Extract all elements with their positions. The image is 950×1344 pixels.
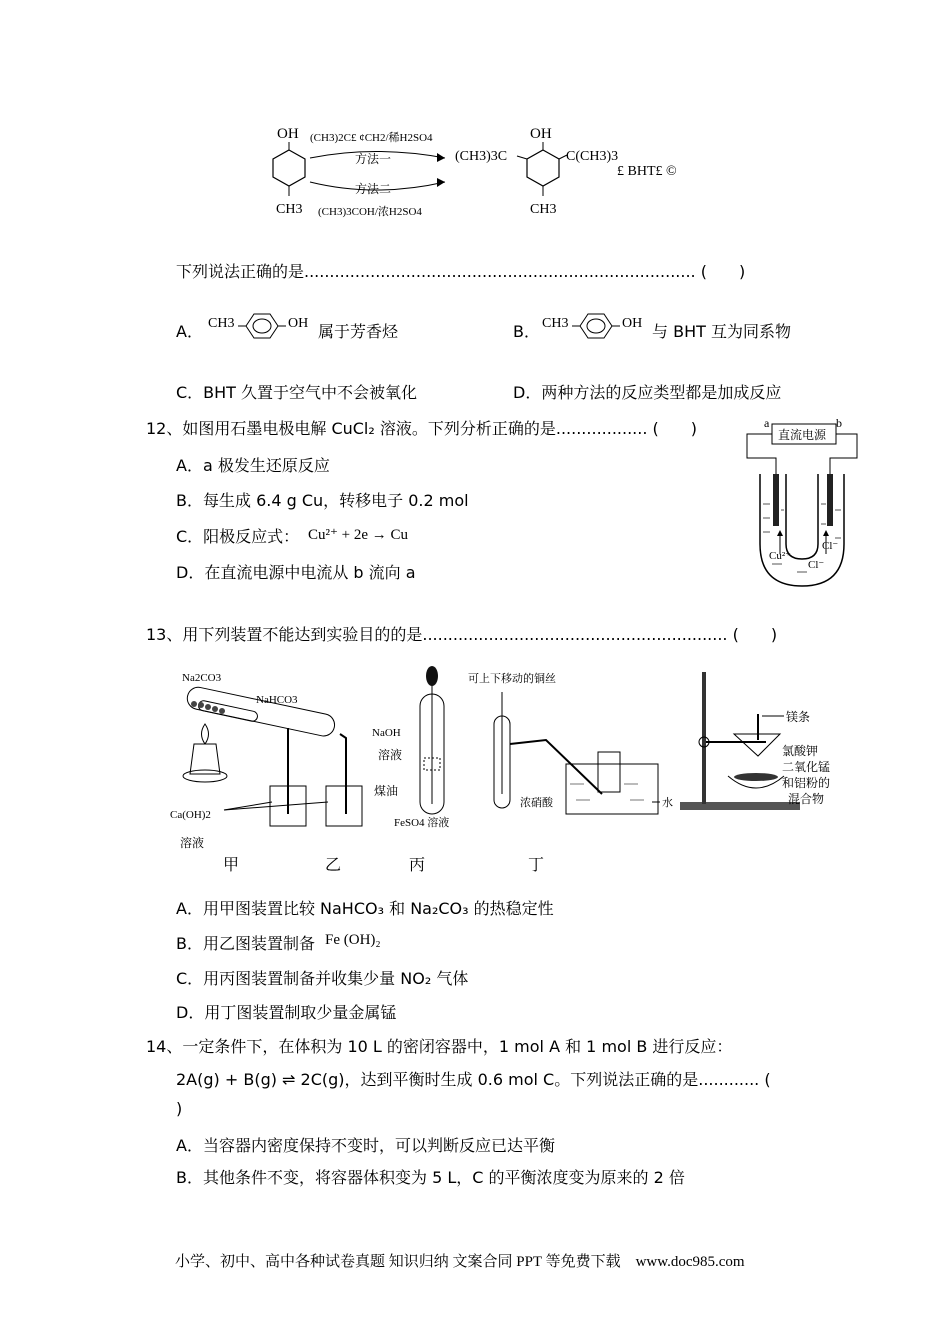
q14-stem-line1: 14、一定条件下，在体积为 10 L 的密闭容器中，1 mol A 和 1 mol B 进行反应： xyxy=(146,1037,733,1056)
q13-stem: 13、用下列装置不能达到实验目的的是............................................................ ( ) xyxy=(146,625,778,644)
figure-label-jia: 甲 xyxy=(223,855,240,874)
apparatus-no2-svg xyxy=(466,664,676,824)
flame xyxy=(202,724,209,744)
q14-stem-line3: ) xyxy=(176,1099,183,1118)
q12-option-c-label: C．阳极反应式： xyxy=(176,527,300,546)
label-mg: 镁条 xyxy=(786,710,811,724)
benzene-ring-product xyxy=(527,150,559,186)
label-naoh-solution: 溶液 xyxy=(378,748,403,762)
ion-cu: Cu²⁺ xyxy=(769,550,791,562)
electrolysis-figure xyxy=(742,414,862,592)
anion-arrow-head xyxy=(823,530,829,536)
q12-stem: 12、如图用石墨电极电解 CuCl₂ 溶液。下列分析正确的是.................. ( ) xyxy=(146,419,697,438)
electrode-left xyxy=(773,474,779,526)
q11-struct-a xyxy=(208,310,318,342)
collection-bottle xyxy=(598,752,620,792)
figure-ding-no2 xyxy=(466,664,676,824)
power-supply-label: 直流电源 xyxy=(778,428,827,442)
terminal-a: a xyxy=(764,416,770,430)
q12-option-c-equation: Cu²⁺ + 2e → Cu xyxy=(308,527,409,543)
figure-label-yi: 乙 xyxy=(325,855,342,874)
method-two: 方法二 xyxy=(355,182,392,196)
product-left-group: (CH3)3C xyxy=(455,149,508,164)
arrow-top-head xyxy=(437,153,445,162)
method-one: 方法一 xyxy=(355,152,392,166)
struct-a-oh: OH xyxy=(288,316,309,331)
electrode-right xyxy=(827,474,833,526)
ch3-left: CH3 xyxy=(276,202,303,217)
q14-option-a: A．当容器内密度保持不变时，可以判断反应已达平衡 xyxy=(176,1136,555,1155)
beaker-right xyxy=(326,786,362,826)
q11-stem: 下列说法正确的是............................................................................. ( ) xyxy=(176,262,746,281)
leader-caoh2-1 xyxy=(224,802,272,810)
u-tube-inner xyxy=(786,474,818,559)
product-ch3: CH3 xyxy=(530,202,557,217)
wire-a xyxy=(747,434,776,524)
struct-a-ch3: CH3 xyxy=(208,316,235,331)
cation-arrow-head xyxy=(777,530,783,536)
label-feso4: FeSO4 溶液 xyxy=(394,817,450,829)
q13-option-b-formula: Fe (OH)₂ xyxy=(325,932,381,948)
struct-b-oh: OH xyxy=(622,316,643,331)
terminal-b: b xyxy=(836,416,842,430)
label-copper-wire: 可上下移动的铜丝 xyxy=(468,672,556,685)
bond-tbu-left xyxy=(517,156,527,159)
q13-option-b-label: B．用乙图装置制备 xyxy=(176,934,315,953)
label-solution: 溶液 xyxy=(180,836,205,850)
label-kerosene: 煤油 xyxy=(374,784,399,798)
q11-option-a-text: 属于芳香烃 xyxy=(318,322,399,341)
reagent-top: (CH3)2C£ ¢CH2/稀H2SO4 xyxy=(310,132,433,144)
benzene-ring-left xyxy=(273,150,305,186)
dropper-bulb xyxy=(426,666,438,686)
q13-option-c: C．用丙图装置制备并收集少量 NO₂ 气体 xyxy=(176,969,469,988)
label-caoh2: Ca(OH)2 xyxy=(170,809,211,821)
label-conc-hno3: 浓硝酸 xyxy=(520,796,553,809)
apparatus-jia-yi-svg xyxy=(168,664,368,850)
figure-bing xyxy=(370,664,470,830)
gas-tube xyxy=(510,740,602,794)
q11-option-b-text: 与 BHT 互为同系物 xyxy=(652,322,791,341)
label-nahco3: NaHCO3 xyxy=(256,694,298,706)
figure-jia-yi xyxy=(168,664,368,850)
q12-option-b: B．每生成 6.4 g Cu，转移电子 0.2 mol xyxy=(176,491,469,510)
ion-cl-1: Cl⁻ xyxy=(822,540,839,552)
struct-b-ch3: CH3 xyxy=(542,316,569,331)
q13-option-a: A．用甲图装置比较 NaHCO₃ 和 Na₂CO₃ 的热稳定性 xyxy=(176,899,554,918)
label-na2co3: Na2CO3 xyxy=(182,672,222,684)
label-kclo3: 氯酸钾 xyxy=(782,744,819,758)
product-oh: OH xyxy=(530,126,552,142)
q14-option-b: B．其他条件不变，将容器体积变为 5 L，C 的平衡浓度变为原来的 2 倍 xyxy=(176,1168,685,1187)
figure-label-bing: 丙 xyxy=(409,855,426,874)
label-mix: 混合物 xyxy=(788,792,825,806)
label-mno2: 二氧化锰 xyxy=(782,760,831,774)
q14-stem-line2: 2A(g) + B(g) ⇌ 2C(g)，达到平衡时生成 0.6 mol C。下列说法正确的是............ ( xyxy=(176,1070,771,1089)
q11-option-b-label: B． xyxy=(513,322,540,341)
ion-cl-2: Cl⁻ xyxy=(808,559,825,571)
page-footer: 小学、初中、高中各种试卷真题 知识归纳 文案合同 PPT 等免费下载 www.doc985.com xyxy=(175,1254,745,1270)
q11-option-d: D．两种方法的反应类型都是加成反应 xyxy=(513,383,782,402)
stand-rod xyxy=(702,672,706,804)
figure-label-ding: 丁 xyxy=(528,855,545,874)
reagent-bottom: (CH3)3COH/浓H2SO4 xyxy=(318,206,422,218)
q13-option-d: D．用丁图装置制取少量金属锰 xyxy=(176,1003,397,1022)
q11-option-c: C．BHT 久置于空气中不会被氧化 xyxy=(176,383,418,402)
product-right-group: C(CH3)3 xyxy=(566,149,619,164)
q12-option-a: A．a 极发生还原反应 xyxy=(176,456,330,475)
arrow-bottom-head xyxy=(437,178,445,187)
stand-base xyxy=(680,802,800,810)
label-naoh: NaOH xyxy=(372,727,401,739)
q11-option-a-label: A． xyxy=(176,322,203,341)
delivery-tube-2 xyxy=(340,734,346,814)
leader-caoh2-2 xyxy=(224,802,328,810)
q12-option-d: D．在直流电源中电流从 b 流向 a xyxy=(176,563,416,582)
sand xyxy=(734,773,778,781)
q11-struct-b xyxy=(542,310,652,342)
label-water: 水 xyxy=(662,796,673,809)
figure-thermite xyxy=(676,664,846,814)
oh-left: OH xyxy=(277,126,299,142)
product-name: £ BHT£ © xyxy=(617,164,677,179)
label-al: 和铝粉的 xyxy=(782,776,831,790)
